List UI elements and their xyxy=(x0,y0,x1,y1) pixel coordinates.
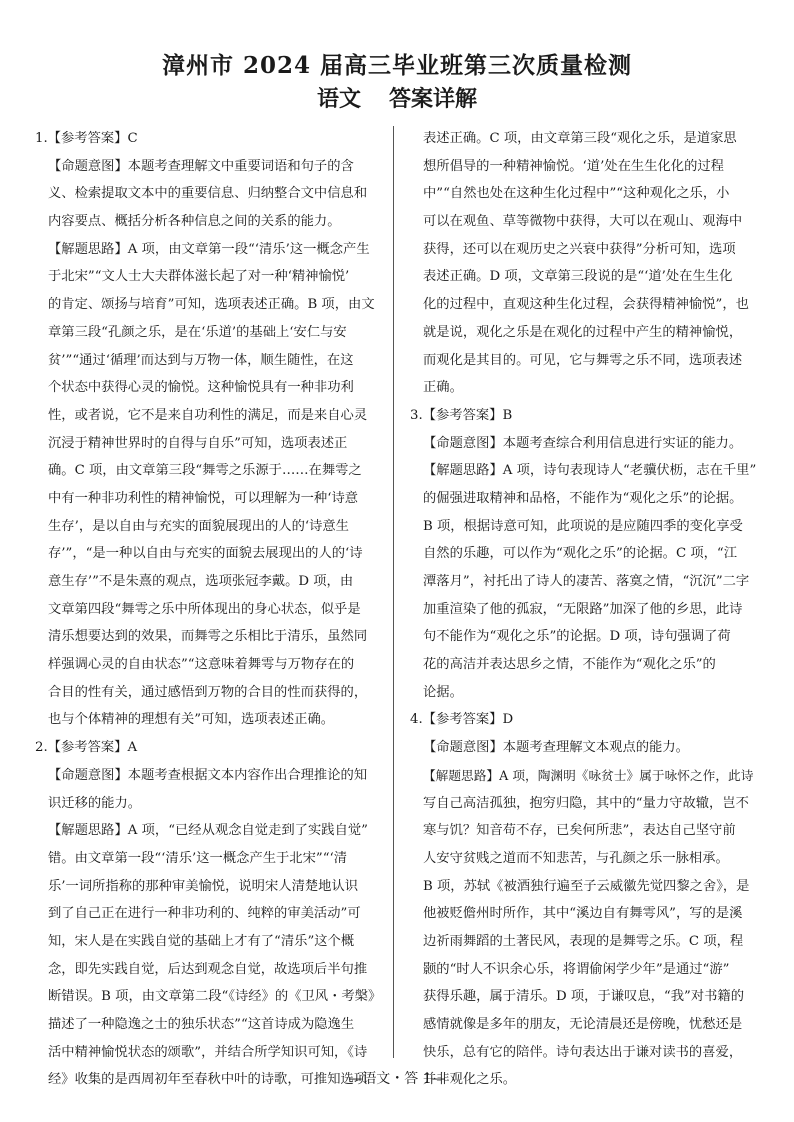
text-line: 错。由文章第一段“‘清乐’这一概念产生于北宋”“‘清 xyxy=(48,850,348,866)
text-line: 义、检索提取文本中的重要信息、归纳整合文中信息和 xyxy=(48,186,368,202)
text-line: 文章第四段“舞雩之乐中所体现出的身心状态，似乎是 xyxy=(48,601,361,617)
text-line: 2.【参考答案】A xyxy=(35,740,138,756)
text-line: 经》收集的是西周初年至春秋中叶的诗歌，可推知选项 xyxy=(48,1072,368,1088)
text-line: 活中精神愉悦状态的颂歌”，并结合所学知识可知，《诗 xyxy=(48,1044,368,1060)
document-subtitle xyxy=(0,84,794,114)
text-line: 表述正确。D 项，文章第三段说的是“‘道’处在生生化 xyxy=(423,269,733,285)
text-line: 于北宋”“文人士大夫群体滋长起了对一种‘精神愉悦’ xyxy=(48,269,350,285)
left-column xyxy=(35,125,383,1094)
text-line: 边祈雨舞蹈的土著民风，表现的是舞雩之乐。C 项，程 xyxy=(423,933,744,949)
text-line: 【解题思路】A 项，陶渊明《咏贫士》属于咏怀之作，此诗 xyxy=(423,767,754,783)
text-line: 化的过程中，直观这种生化过程，会获得精神愉悦”，也 xyxy=(423,297,749,313)
right-column xyxy=(410,125,758,1094)
text-line: 正确。 xyxy=(423,380,463,396)
text-line: 并非观化之乐。 xyxy=(423,1072,517,1088)
text-line: 句不能作为“观化之乐”的论据。D 项，诗句强调了荷 xyxy=(423,629,731,645)
text-line: 中”“自然也处在这种生化过程中”“这种观化之乐，小 xyxy=(423,186,730,202)
text-line: 【命题意图】本题考查理解文中重要词语和句子的含 xyxy=(48,158,354,174)
text-line: 写自己高洁孤独，抱穷归隐，其中的“量力守故辙，岂不 xyxy=(423,795,749,811)
text-line: 沉浸于精神世界时的自得与自乐”可知，选项表述正 xyxy=(48,435,348,451)
text-line: 到了自己正在进行一种非功利的、纯粹的审美活动”可 xyxy=(48,906,361,922)
text-line: 1.【参考答案】C xyxy=(35,131,138,146)
text-line: 念，即先实践自觉，后达到观念自觉，故选项后半句推 xyxy=(48,961,368,977)
text-line: 中有一种非功利性的精神愉悦，可以理解为一种‘诗意 xyxy=(48,490,359,506)
text-line: 内容要点、概括分析各种信息之间的关系的能力。 xyxy=(48,214,341,230)
text-line: 也与个体精神的理想有关”可知，选项表述正确。 xyxy=(48,712,335,728)
text-line: 【命题意图】本题考查理解文本观点的能力。 xyxy=(423,740,689,756)
text-line: 【解题思路】A 项，诗句表现诗人“老骥伏枥，志在千里” xyxy=(423,463,757,479)
text-line: 想所倡导的一种精神愉悦。‘道’处在生生化化的过程 xyxy=(423,158,724,174)
text-line: 断错误。B 项，由文章第二段“《诗经》的《卫风・考槃》 xyxy=(48,989,382,1005)
text-line: 人安守贫贱之道而不知悲苦，与孔颜之乐一脉相承。 xyxy=(423,850,729,866)
text-line: 存’”，“是一种以自由与充实的面貌去展现出的人的‘诗 xyxy=(48,546,363,562)
text-line: 潭落月”，衬托出了诗人的凄苦、落寞之情，“沉沉”二字 xyxy=(423,574,750,589)
document-title: 漳州市 2024 届高三毕业班第三次质量检测 xyxy=(161,52,633,79)
text-line: 4.【参考答案】D xyxy=(410,712,514,728)
text-line: 【解题思路】A 项，由文章第一段“‘清乐’这一概念产生 xyxy=(48,241,370,257)
text-line: 表述正确。C 项，由文章第三段“观化之乐，是道家思 xyxy=(423,131,737,146)
text-line: 【命题意图】本题考查综合利用信息进行实证的能力。 xyxy=(423,435,743,451)
text-line: 获得，还可以在观历史之兴衰中获得”分析可知，选项 xyxy=(423,241,736,257)
text-line: 就是说，观化之乐是在观化的过程中产生的精神愉悦， xyxy=(423,324,743,340)
answer-key-label: 答案详解 xyxy=(389,86,478,112)
text-line: B 项，根据诗意可知，此项说的是应随四季的变化享受 xyxy=(423,518,743,534)
text-line: 感情就像是多年的朋友，无论清晨还是傍晚，忧愁还是 xyxy=(423,1017,743,1032)
text-line: B 项，苏轼《被酒独行遍至子云威徽先觉四黎之舍》，是 xyxy=(423,878,750,894)
text-line: 确。C 项，由文章第三段“舞雩之乐源于……在舞雩之 xyxy=(48,463,362,479)
text-line: 的肯定、颂扬与培育”可知，选项表述正确。B 项，由文 xyxy=(48,297,375,313)
text-line: 的倔强进取精神和品格，不能作为“观化之乐”的论据。 xyxy=(423,490,743,506)
text-line: 贫’”“通过‘循理’而达到与万物一体，顺生随性，在这 xyxy=(48,352,354,368)
text-line: 合目的性有关，通过感悟到万物的合目的性而获得的， xyxy=(48,684,368,700)
text-line: 乐’一词所指称的那种审美愉悦，说明宋人清楚地认识 xyxy=(48,878,359,894)
text-line: 识迁移的能力。 xyxy=(48,795,142,811)
subject-label: 语文 xyxy=(316,86,361,112)
text-line: 颢的“时人不识余心乐，将谓偷闲学少年”是通过“游” xyxy=(423,961,730,977)
text-line: 描述了一种隐逸之士的独乐状态”“这首诗成为隐逸生 xyxy=(48,1017,355,1032)
text-line: 章第三段“孔颜之乐，是在‘乐道’的基础上‘安仁与安 xyxy=(48,324,347,340)
text-line: 花的高洁并表达思乡之情，不能作为“观化之乐”的 xyxy=(423,657,716,673)
page-footer: —语文・答 1— xyxy=(348,1071,446,1087)
text-line: 加重渲染了他的孤寂，“无限路”加深了他的乡思，此诗 xyxy=(423,601,743,617)
text-line: 生存’，是以自由与充实的面貌展现出的人的‘诗意生 xyxy=(48,518,349,534)
text-line: 寒与饥？知音苟不存，已矣何所悲”，表达自己坚守前 xyxy=(423,823,736,839)
text-line: 自然的乐趣，可以作为“观化之乐”的论据。C 项，“江 xyxy=(423,546,738,562)
text-line: 性，或者说，它不是来自功利性的满足，而是来自心灵 xyxy=(48,407,368,423)
text-line: 清乐想要达到的效果，而舞雩之乐相比于清乐，虽然同 xyxy=(48,629,368,645)
text-line: 论据。 xyxy=(423,684,463,700)
text-line: 而观化是其目的。可见，它与舞雩之乐不同，选项表述 xyxy=(423,352,743,368)
text-line: 获得乐趣，属于清乐。D 项，于谦叹息，“我”对书籍的 xyxy=(423,989,745,1005)
text-line: 个状态中获得心灵的愉悦。这种愉悦具有一种非功利 xyxy=(48,380,354,396)
text-line: 【解题思路】A 项，“已经从观念自觉走到了实践自觉” xyxy=(48,823,368,839)
text-line: 样强调心灵的自由状态”“这意味着舞雩与万物存在的 xyxy=(48,657,355,673)
text-line: 他被贬儋州时所作，其中“溪边自有舞雩风”，写的是溪 xyxy=(423,906,743,922)
text-line: 知，宋人是在实践自觉的基础上才有了“清乐”这个概 xyxy=(48,933,355,949)
text-line: 意生存’”不是朱熹的观点，选项张冠李戴。D 项，由 xyxy=(48,574,354,589)
text-line: 可以在观鱼、草等微物中获得，大可以在观山、观海中 xyxy=(423,214,743,230)
text-line: 3.【参考答案】B xyxy=(410,407,513,423)
text-line: 快乐，总有它的陪伴。诗句表达出于谦对读书的喜爱， xyxy=(423,1044,743,1060)
text-line: 【命题意图】本题考查根据文本内容作出合理推论的知 xyxy=(48,767,368,783)
column-divider xyxy=(393,126,394,1058)
